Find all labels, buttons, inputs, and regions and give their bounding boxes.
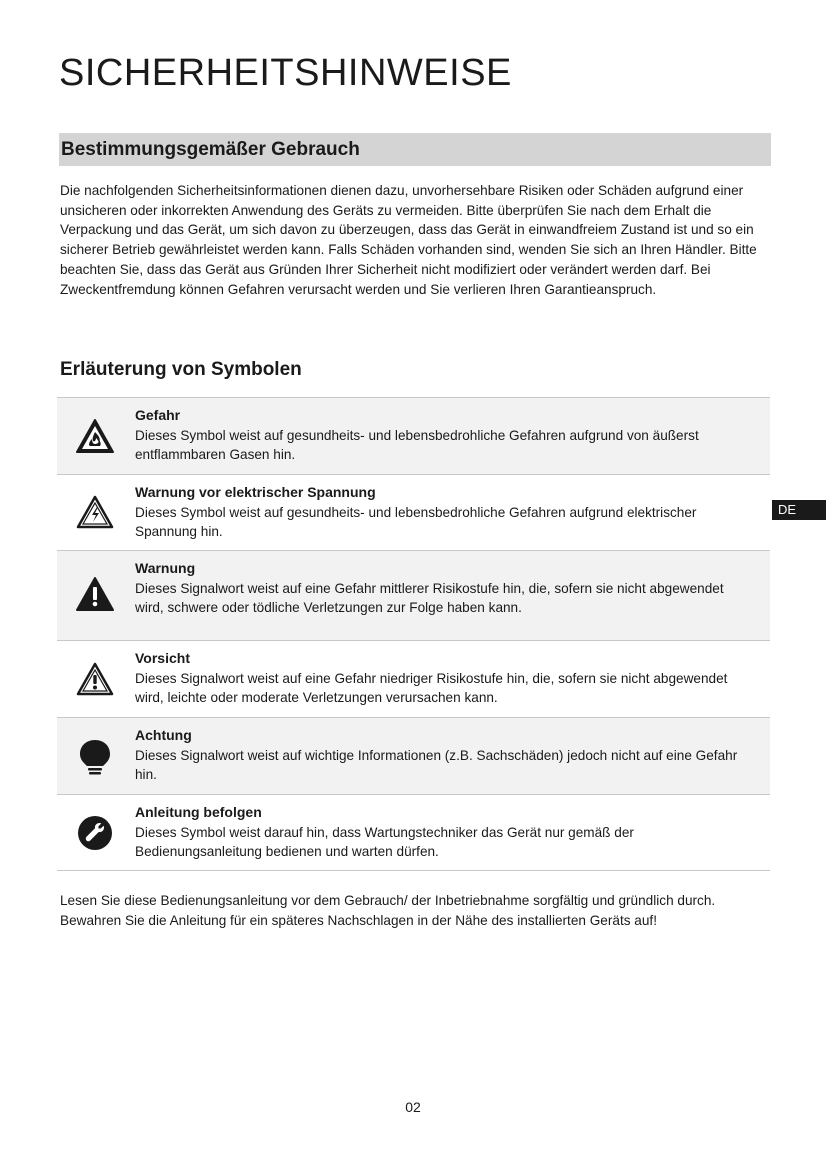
symbol-row	[57, 475, 770, 551]
page-number: 02	[405, 1099, 421, 1115]
symbol-row	[57, 795, 770, 871]
symbol-text	[135, 803, 755, 862]
caution-outline-icon	[74, 658, 116, 700]
symbol-title: Warnung	[135, 560, 196, 576]
symbols-heading: Erläuterung von Symbolen	[60, 359, 302, 380]
warning-filled-icon	[74, 573, 116, 615]
symbol-row	[57, 551, 770, 641]
symbol-text	[135, 726, 755, 785]
symbols-table	[57, 397, 770, 871]
symbol-row	[57, 718, 770, 795]
symbol-row	[57, 641, 770, 718]
symbol-title: Anleitung befolgen	[135, 804, 262, 820]
closing-paragraph: Lesen Sie diese Bedienungsanleitung vor dem Gebrauch/ der Inbetriebnahme sorgfältig und gründlich durch. Bewahren Sie die Anleitung für ein späteres Nachschlagen in der Nähe des installierten Geräts auf!	[60, 893, 716, 928]
flammable-warning-icon	[74, 415, 116, 457]
section-heading-bar	[59, 133, 771, 166]
symbol-text	[135, 559, 755, 618]
wrench-icon	[74, 812, 116, 854]
symbol-description: Dieses Signalwort weist auf wichtige Informationen (z.B. Sachschäden) jedoch nicht auf eine Gefahr hin.	[135, 747, 738, 783]
electrical-warning-icon	[74, 491, 116, 533]
symbol-title: Vorsicht	[135, 650, 190, 666]
symbol-text	[135, 406, 755, 465]
symbol-title: Achtung	[135, 727, 192, 743]
page-title: SICHERHEITSHINWEISE	[59, 52, 512, 94]
symbol-title: Warnung vor elektrischer Spannung	[135, 484, 376, 500]
symbol-description: Dieses Symbol weist darauf hin, dass Wartungstechniker das Gerät nur gemäß der Bedienungsanleitung bedienen und warten dürfen.	[135, 824, 634, 860]
symbol-text	[135, 483, 755, 542]
symbol-row	[57, 398, 770, 475]
symbol-text	[135, 649, 755, 708]
symbol-description: Dieses Symbol weist auf gesundheits- und lebensbedrohliche Gefahren aufgrund elektrischer Spannung hin.	[135, 504, 697, 540]
symbol-description: Dieses Signalwort weist auf eine Gefahr mittlerer Risikostufe hin, die, sofern sie nicht abgewendet wird, schwere oder tödliche Verletzungen zur Folge haben kann.	[135, 580, 724, 616]
symbol-title: Gefahr	[135, 407, 181, 423]
lightbulb-icon	[74, 736, 116, 778]
section-heading: Bestimmungsgemäßer Gebrauch	[61, 139, 360, 160]
language-tab: DE	[772, 500, 826, 520]
intro-paragraph: Die nachfolgenden Sicherheitsinformationen dienen dazu, unvorhersehbare Risiken oder Schäden aufgrund einer unsicheren oder inkorrekten Anwendung des Geräts zu vermeiden. Bitte überprüfen Sie nach dem Erhalt die Verpackung und das Gerät, um sich davon zu überzeugen, dass das Gerät in einwandfreiem Zustand ist und so ein sicherer Betrieb gewährleistet werden kann. Falls Schäden vorhanden sind, wenden Sie sich an Ihren Händler. Bitte beachten Sie, dass das Gerät aus Gründen Ihrer Sicherheit nicht modifiziert oder verändert werden darf. Bei Zweckentfremdung können Gefahren verursacht werden und Sie verlieren Ihren Garantieanspruch.	[60, 183, 757, 297]
symbol-description: Dieses Symbol weist auf gesundheits- und lebensbedrohliche Gefahren aufgrund von äußerst entflammbaren Gasen hin.	[135, 427, 699, 463]
symbol-description: Dieses Signalwort weist auf eine Gefahr niedriger Risikostufe hin, die, sofern sie nicht abgewendet wird, leichte oder moderate Verletzungen verursachen kann.	[135, 670, 728, 706]
